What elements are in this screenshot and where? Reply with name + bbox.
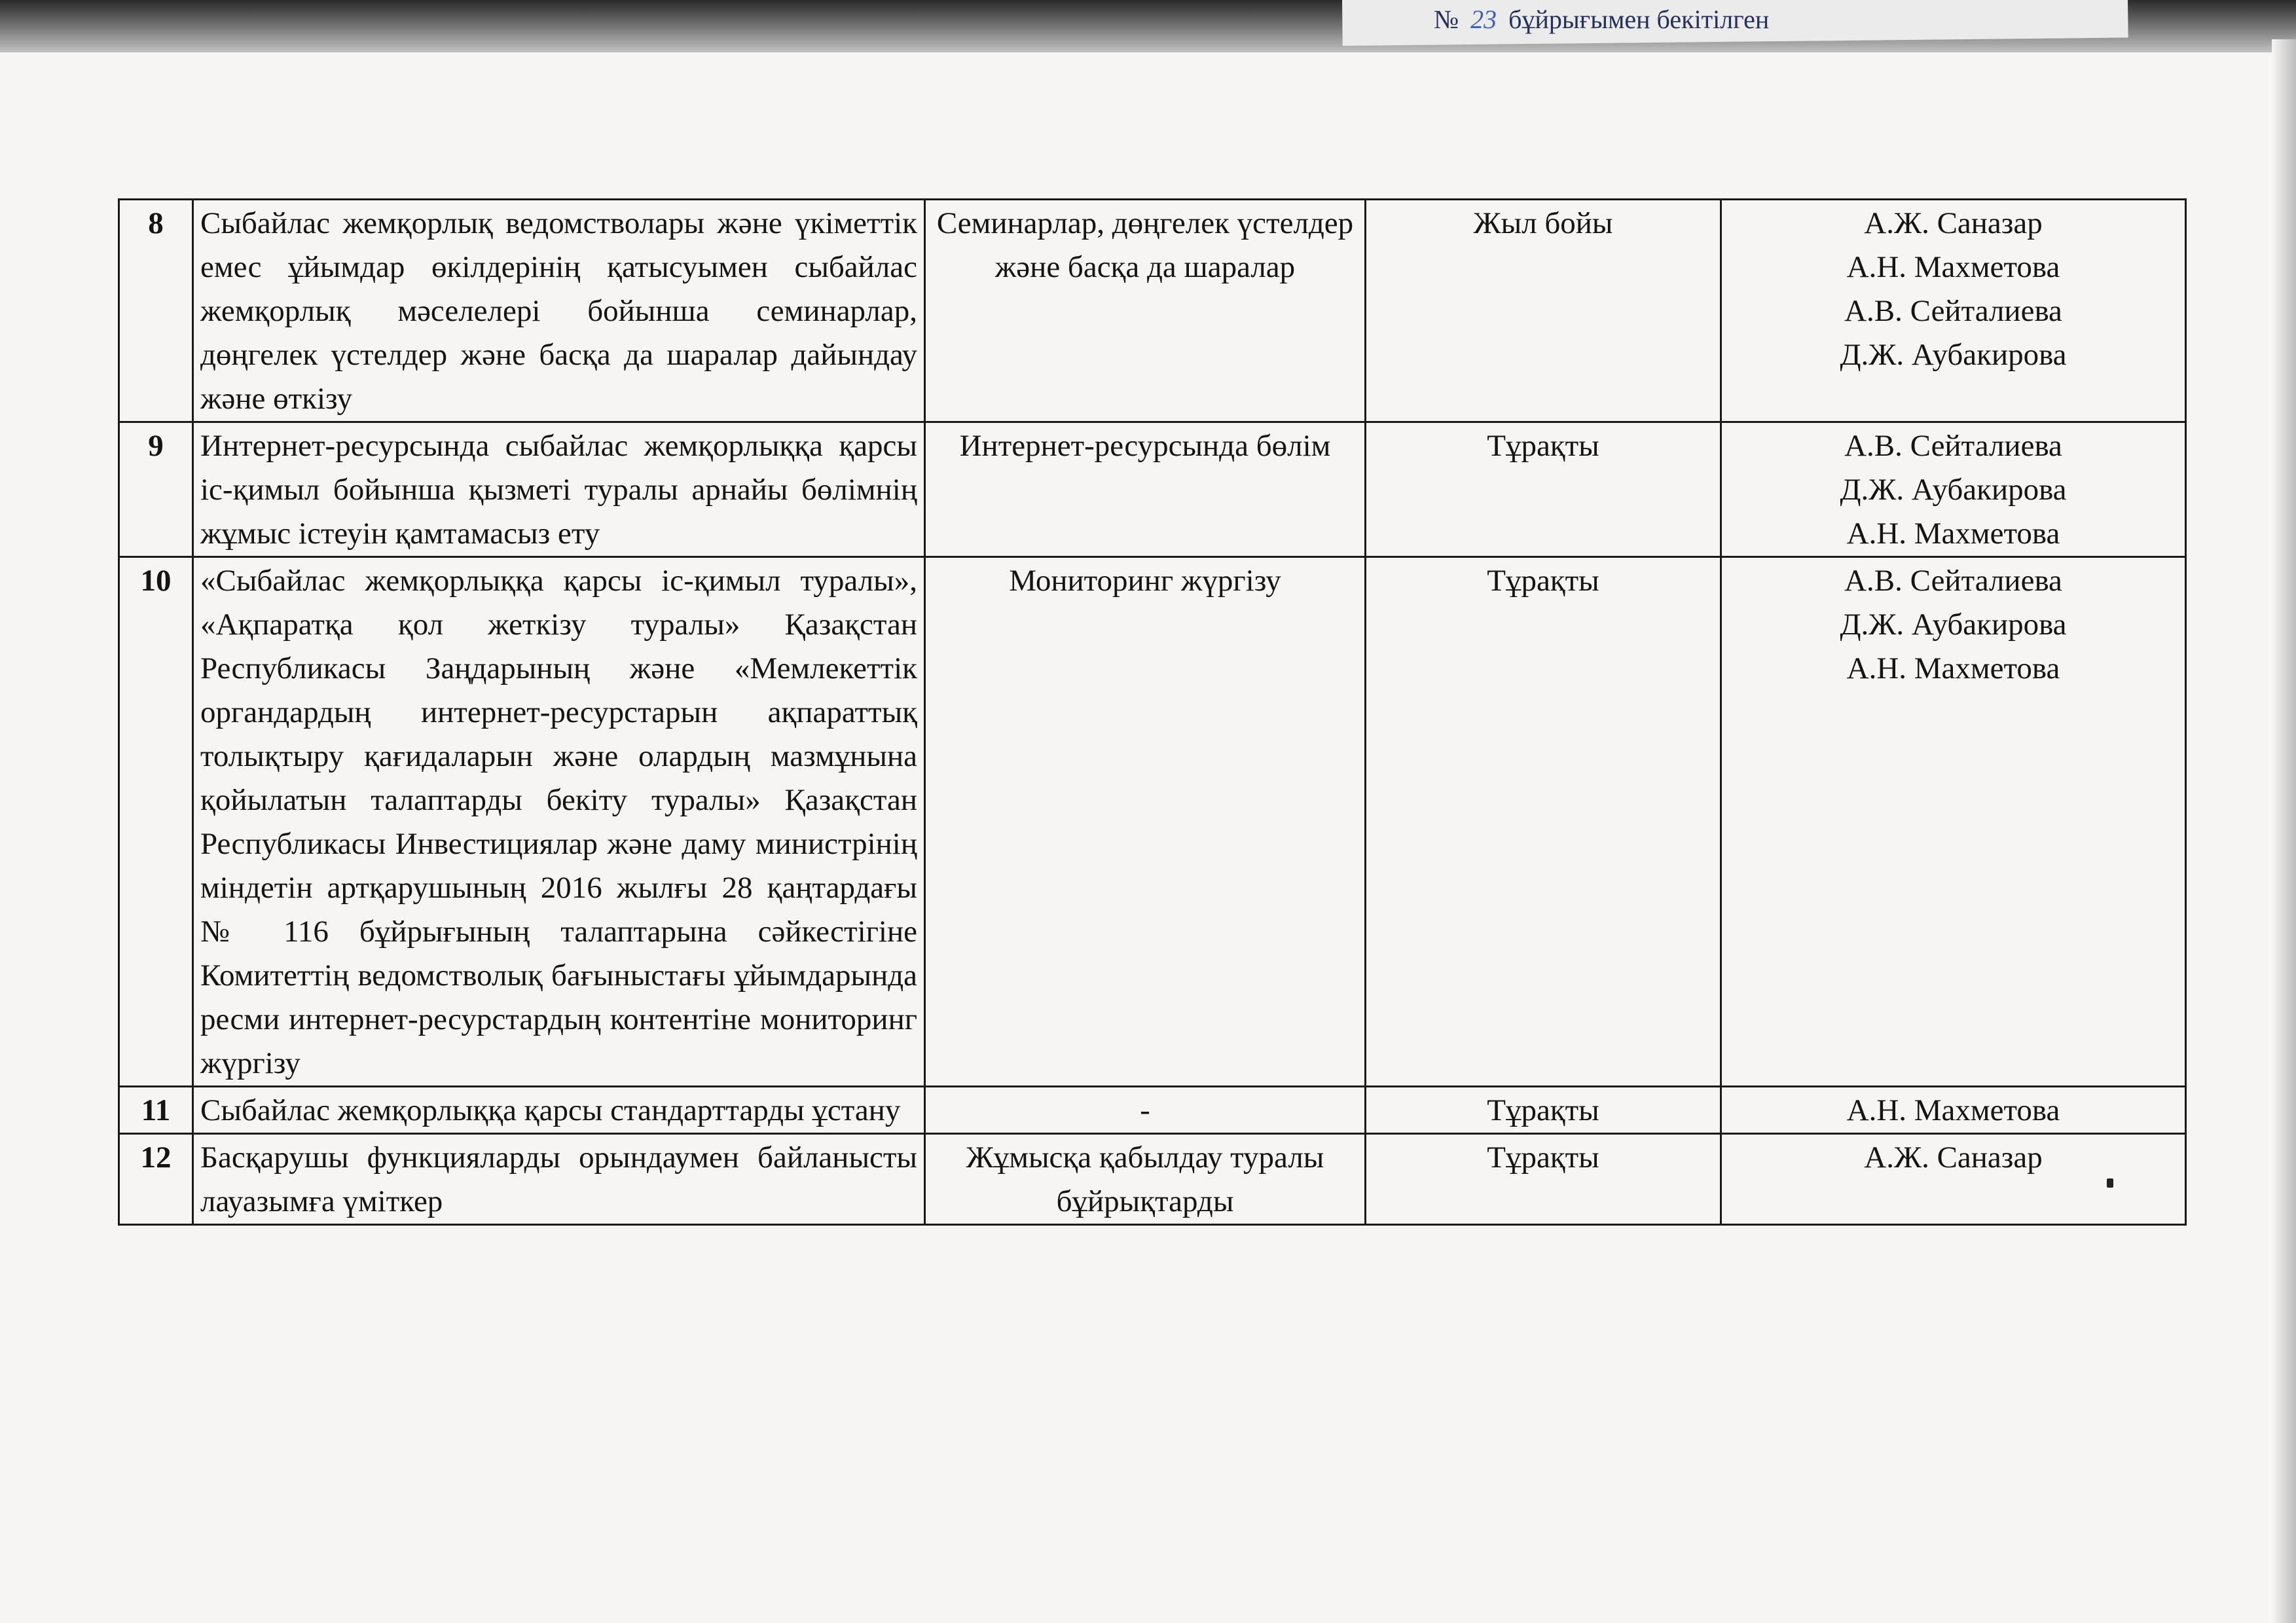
responsible-person: А.Н. Махметова: [1846, 517, 2060, 551]
responsible-person: А.Ж. Саназар: [1864, 206, 2043, 240]
responsible-persons: [1721, 200, 2186, 422]
ink-mark: [2107, 1178, 2113, 1188]
responsible-person: А.В. Сейталиева: [1844, 294, 2062, 328]
completion-form: Интернет-ресурсында бөлім: [925, 422, 1366, 557]
number-prefix: №: [1434, 5, 1459, 34]
responsible-person: А.Н. Махметова: [1846, 1093, 2060, 1127]
deadline: Тұрақты: [1366, 1134, 1721, 1225]
action-plan-table: [118, 198, 2187, 1226]
responsible-person: Д.Ж. Аубакирова: [1840, 473, 2067, 507]
event-description: Басқарушы функцияларды орындаумен байланысты лауазымға үміткер: [193, 1134, 925, 1225]
responsible-person: Д.Ж. Аубакирова: [1840, 338, 2067, 372]
event-description: Интернет-ресурсында сыбайлас жемқорлыққа қарсы іс-қимыл бойынша қызметі туралы арнайы бөлімнің жұмыс істеуін қамтамасыз ету: [193, 422, 925, 557]
approval-header: [1434, 4, 1769, 35]
event-description: Сыбайлас жемқорлық ведомстволары және үкіметтік емес ұйымдар өкілдерінің қатысуымен сыбайлас жемқорлық мәселелері бойынша семинарлар, дөңгелек үстелдер және басқа да шаралар дайындау және өткізу: [193, 200, 925, 422]
responsible-persons: [1721, 557, 2186, 1087]
responsible-persons: [1721, 1087, 2186, 1134]
row-number: 11: [119, 1087, 193, 1134]
completion-form: Мониторинг жүргізу: [925, 557, 1366, 1087]
responsible-person: Д.Ж. Аубакирова: [1840, 608, 2067, 642]
table-row: [119, 200, 2186, 422]
table-row: [119, 557, 2186, 1087]
responsible-person: А.Ж. Саназар: [1864, 1140, 2043, 1175]
page-edge: [2272, 39, 2296, 1623]
table-row: [119, 1134, 2186, 1225]
table-row: [119, 422, 2186, 557]
row-number: 10: [119, 557, 193, 1087]
responsible-person: А.В. Сейталиева: [1844, 564, 2062, 598]
completion-form: Семинарлар, дөңгелек үстелдер және басқа да шаралар: [925, 200, 1366, 422]
row-number: 9: [119, 422, 193, 557]
deadline: Тұрақты: [1366, 422, 1721, 557]
approval-text: бұйрығымен бекітілген: [1508, 5, 1770, 34]
responsible-person: А.Н. Махметова: [1846, 250, 2060, 284]
completion-form: -: [925, 1087, 1366, 1134]
deadline: Тұрақты: [1366, 1087, 1721, 1134]
responsible-person: А.В. Сейталиева: [1844, 429, 2062, 463]
responsible-persons: [1721, 422, 2186, 557]
row-number: 12: [119, 1134, 193, 1225]
event-description: «Сыбайлас жемқорлыққа қарсы іс-қимыл туралы», «Ақпаратқа қол жеткізу туралы» Қазақстан Республикасы Заңдарының және «Мемлекеттік органдардың интернет-ресурстарын ақпараттық толықтыру қағидаларын және олардың мазмұнына қойылатын талаптарды бекіту туралы» Қазақстан Республикасы Инвестициялар және даму министрінің міндетін артқарушының 2016 жылғы 28 қаңтардағы № 116 бұйрығының талаптарына сәйкестігіне Комитеттің ведомстволық бағыныстағы ұйымдарында ресми интернет-ресурстардың контентіне мониторинг жүргізу: [193, 557, 925, 1087]
responsible-persons: [1721, 1134, 2186, 1225]
table-row: [119, 1087, 2186, 1134]
row-number: 8: [119, 200, 193, 422]
order-number: 23: [1470, 5, 1497, 34]
deadline: Тұрақты: [1366, 557, 1721, 1087]
deadline: Жыл бойы: [1366, 200, 1721, 422]
completion-form: Жұмысқа қабылдау туралы бұйрықтарды: [925, 1134, 1366, 1225]
event-description: Сыбайлас жемқорлыққа қарсы стандарттарды ұстану: [193, 1087, 925, 1134]
responsible-person: А.Н. Махметова: [1846, 651, 2060, 685]
